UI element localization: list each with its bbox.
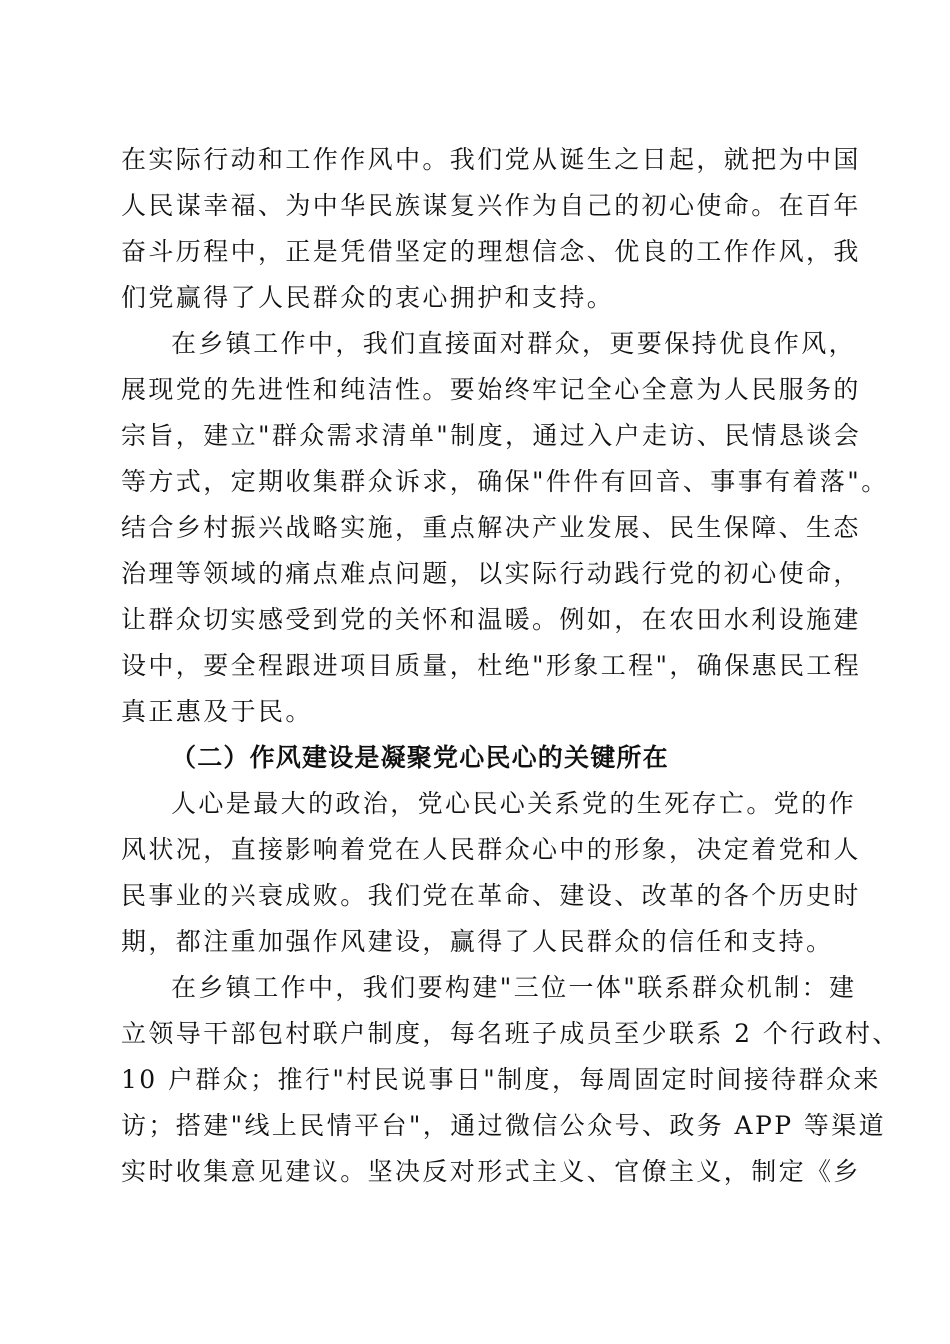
- text-line: 等方式，定期收集群众诉求，确保"件件有回音、事事有着落"。: [121, 467, 889, 496]
- section-heading: （二）作风建设是凝聚党心民心的关键所在: [171, 743, 669, 772]
- text-line: 展现党的先进性和纯洁性。要始终牢记全心全意为人民服务的: [121, 375, 861, 404]
- text-line: 们党赢得了人民群众的衷心拥护和支持。: [121, 283, 615, 312]
- text-line: 期，都注重加强作风建设，赢得了人民群众的信任和支持。: [121, 927, 834, 956]
- text-line: 风状况，直接影响着党在人民群众心中的形象，决定着党和人: [121, 835, 861, 864]
- text-line: 民事业的兴衰成败。我们党在革命、建设、改革的各个历史时: [121, 881, 861, 910]
- text-line: 实时收集意见建议。坚决反对形式主义、官僚主义，制定《乡: [121, 1157, 861, 1186]
- text-line: 治理等领域的痛点难点问题，以实际行动践行党的初心使命，: [121, 559, 861, 588]
- paragraph-first-line: 在乡镇工作中，我们直接面对群众，更要保持优良作风，: [171, 329, 857, 358]
- text-line: 立领导干部包村联户制度，每名班子成员至少联系 2 个行政村、: [121, 1019, 900, 1048]
- text-line: 宗旨，建立"群众需求清单"制度，通过入户走访、民情恳谈会: [121, 421, 862, 450]
- text-line: 访；搭建"线上民情平台"，通过微信公众号、政务 APP 等渠道: [121, 1111, 886, 1140]
- text-line: 人民谋幸福、为中华民族谋复兴作为自己的初心使命。在百年: [121, 191, 861, 220]
- text-line: 真正惠及于民。: [121, 697, 313, 726]
- text-line: 结合乡村振兴战略实施，重点解决产业发展、民生保障、生态: [121, 513, 861, 542]
- paragraph-first-line: 人心是最大的政治，党心民心关系党的生死存亡。党的作: [171, 789, 857, 818]
- text-line: 在实际行动和工作作风中。我们党从诞生之日起，就把为中国: [121, 145, 861, 174]
- text-line: 让群众切实感受到党的关怀和温暖。例如，在农田水利设施建: [121, 605, 861, 634]
- text-line: 10 户群众；推行"村民说事日"制度，每周固定时间接待群众来: [121, 1065, 881, 1094]
- text-line: 奋斗历程中，正是凭借坚定的理想信念、优良的工作作风，我: [121, 237, 861, 266]
- paragraph-first-line: 在乡镇工作中，我们要构建"三位一体"联系群众机制：建: [171, 973, 857, 1002]
- text-line: 设中，要全程跟进项目质量，杜绝"形象工程"，确保惠民工程: [121, 651, 862, 680]
